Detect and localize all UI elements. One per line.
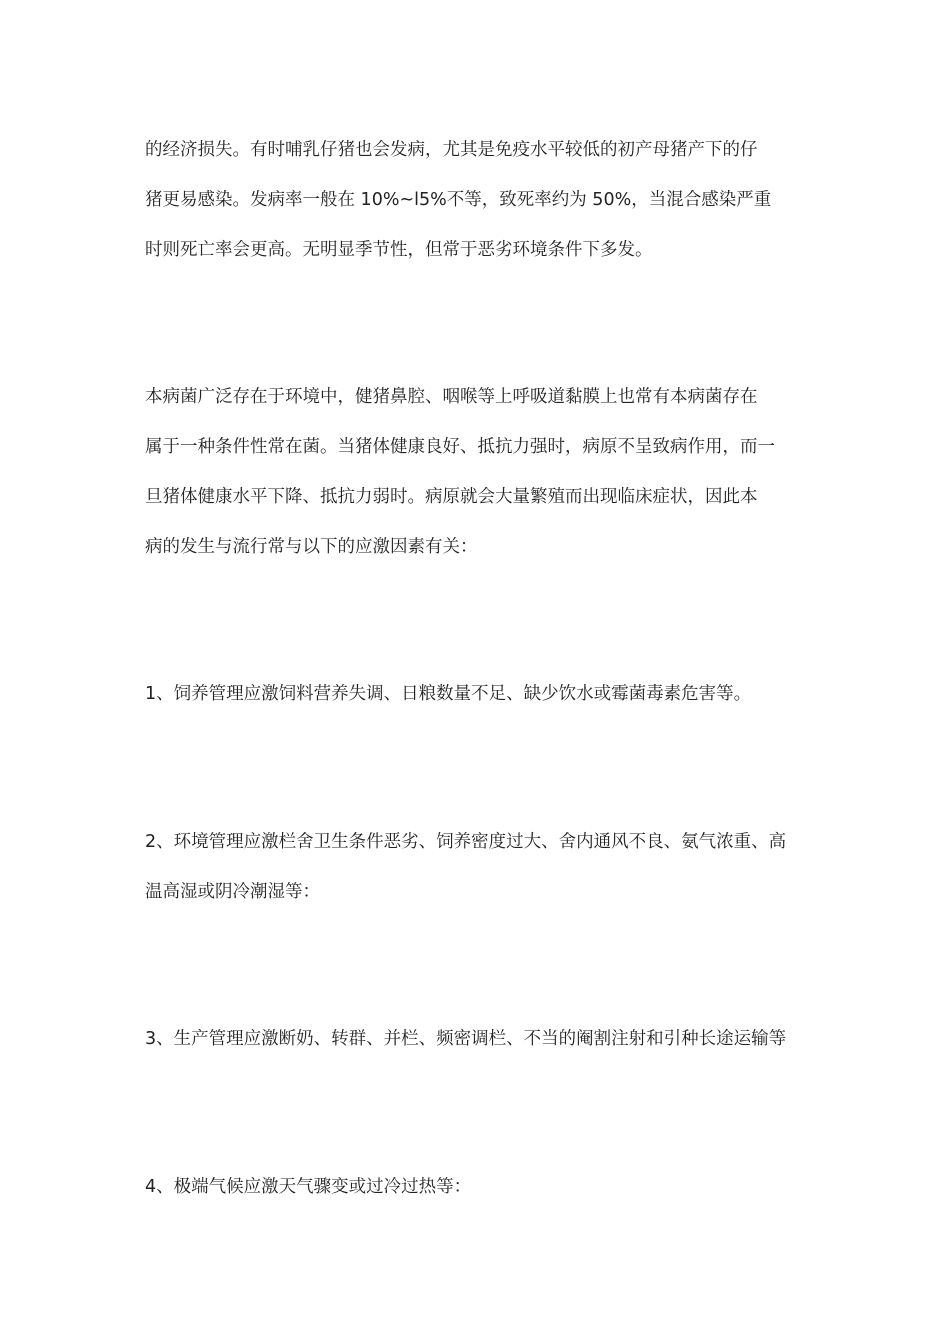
paragraph-2-line-4: 病的发生与流行常与以下的应激因素有关： (145, 537, 478, 557)
list-item-2-line-1: 2、环境管理应激栏舍卫生条件恶劣、饲养密度过大、舍内通风不良、氨气浓重、高 (145, 832, 787, 852)
list-item-3: 3、生产管理应激断奶、转群、并栏、频密调栏、不当的阉割注射和引种长途运输等 (145, 1029, 787, 1049)
list-item-1: 1、饲养管理应激饲料营养失调、日粮数量不足、缺少饮水或霉菌毒素危害等。 (145, 684, 752, 704)
paragraph-2-line-3: 旦猪体健康水平下降、抵抗力弱时。病原就会大量繁殖而出现临床症状，因此本 (145, 487, 758, 507)
list-item-2-line-2: 温高湿或阴冷潮湿等： (145, 882, 320, 902)
paragraph-1-line-3: 时则死亡率会更高。无明显季节性，但常于恶劣环境条件下多发。 (145, 240, 653, 260)
list-item-4: 4、极端气候应激天气骤变或过冷过热等： (145, 1177, 472, 1197)
paragraph-2-line-2: 属于一种条件性常在菌。当猪体健康良好、抵抗力强时，病原不呈致病作用，而一 (145, 437, 775, 457)
paragraph-1-line-1: 的经济损失。有时哺乳仔猪也会发病，尤其是免疫水平较低的初产母猪产下的仔 (145, 140, 758, 160)
paragraph-1-line-2: 猪更易感染。发病率一般在 10%~l5%不等，致死率约为 50%，当混合感染严重 (145, 190, 772, 210)
paragraph-2-line-1: 本病菌广泛存在于环境中，健猪鼻腔、咽喉等上呼吸道黏膜上也常有本病菌存在 (145, 387, 758, 407)
